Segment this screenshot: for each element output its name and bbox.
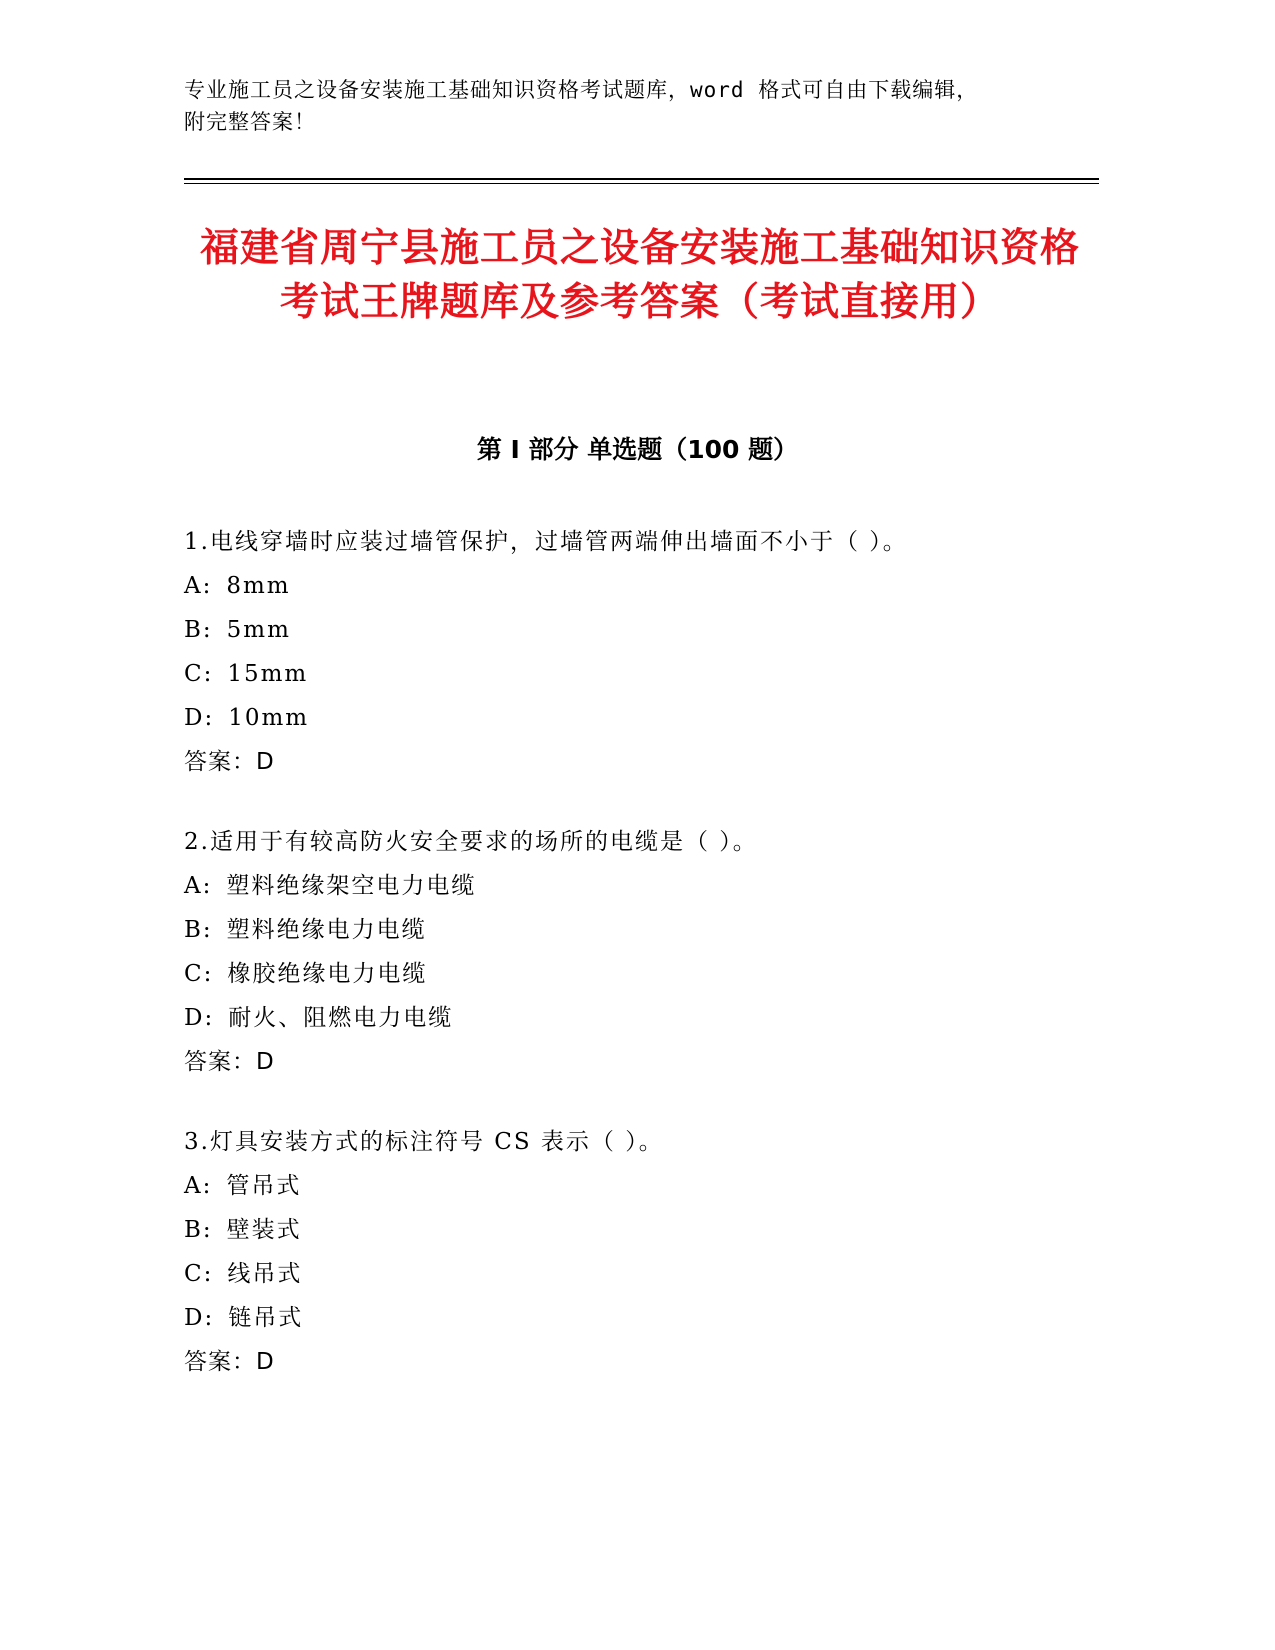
option-a bbox=[184, 564, 1084, 608]
option-label: A: bbox=[184, 1173, 213, 1199]
header-rule-thick bbox=[184, 178, 1099, 180]
option-b bbox=[184, 608, 1084, 652]
option-text: 线吊式 bbox=[227, 1261, 303, 1287]
question-2 bbox=[184, 820, 1084, 1084]
option-b bbox=[184, 1208, 1084, 1252]
option-d bbox=[184, 696, 1084, 740]
option-a bbox=[184, 1164, 1084, 1208]
option-text: 10mm bbox=[228, 705, 310, 731]
header-rule-thin bbox=[184, 183, 1099, 184]
option-label: A: bbox=[184, 573, 213, 599]
option-text: 塑料绝缘架空电力电缆 bbox=[226, 873, 477, 899]
section-heading: 第 I 部分 单选题（100 题） bbox=[476, 435, 799, 464]
answer-line: 答案：D bbox=[184, 1349, 275, 1375]
header-note: 专业施工员之设备安装施工基础知识资格考试题库，word 格式可自由下载编辑， 附完整答案！ bbox=[184, 78, 979, 134]
option-text: 链吊式 bbox=[228, 1305, 304, 1331]
option-label: C: bbox=[184, 1261, 214, 1287]
option-c bbox=[184, 952, 1084, 996]
document-title: 福建省周宁县施工员之设备安装施工基础知识资格考试王牌题库及参考答案（考试直接用） bbox=[199, 226, 1080, 325]
option-text: 塑料绝缘电力电缆 bbox=[226, 917, 427, 943]
answer-line: 答案：D bbox=[184, 749, 275, 775]
option-label: D: bbox=[184, 1305, 215, 1331]
question-stem: 3.灯具安装方式的标注符号 CS 表示（ ）。 bbox=[184, 1129, 664, 1155]
option-label: B: bbox=[184, 1217, 213, 1243]
option-label: C: bbox=[184, 661, 214, 687]
option-d bbox=[184, 1296, 1084, 1340]
question-list bbox=[184, 520, 1084, 1420]
question-1 bbox=[184, 520, 1084, 784]
option-label: C: bbox=[184, 961, 214, 987]
question-stem: 2.适用于有较高防火安全要求的场所的电缆是（ ）。 bbox=[184, 829, 758, 855]
option-c bbox=[184, 652, 1084, 696]
option-c bbox=[184, 1252, 1084, 1296]
option-text: 管吊式 bbox=[226, 1173, 302, 1199]
question-stem: 1.电线穿墙时应装过墙管保护，过墙管两端伸出墙面不小于（ ）。 bbox=[184, 529, 908, 555]
option-label: B: bbox=[184, 917, 213, 943]
option-b bbox=[184, 908, 1084, 952]
option-a bbox=[184, 864, 1084, 908]
option-label: A: bbox=[184, 873, 213, 899]
option-label: B: bbox=[184, 617, 213, 643]
option-label: D: bbox=[184, 705, 215, 731]
option-text: 耐火、阻燃电力电缆 bbox=[228, 1005, 454, 1031]
option-text: 橡胶绝缘电力电缆 bbox=[227, 961, 428, 987]
option-d bbox=[184, 996, 1084, 1040]
option-text: 15mm bbox=[227, 661, 309, 687]
question-3 bbox=[184, 1120, 1084, 1384]
option-text: 8mm bbox=[226, 573, 291, 599]
option-text: 壁装式 bbox=[226, 1217, 302, 1243]
option-text: 5mm bbox=[226, 617, 291, 643]
option-label: D: bbox=[184, 1005, 215, 1031]
answer-line: 答案：D bbox=[184, 1049, 275, 1075]
